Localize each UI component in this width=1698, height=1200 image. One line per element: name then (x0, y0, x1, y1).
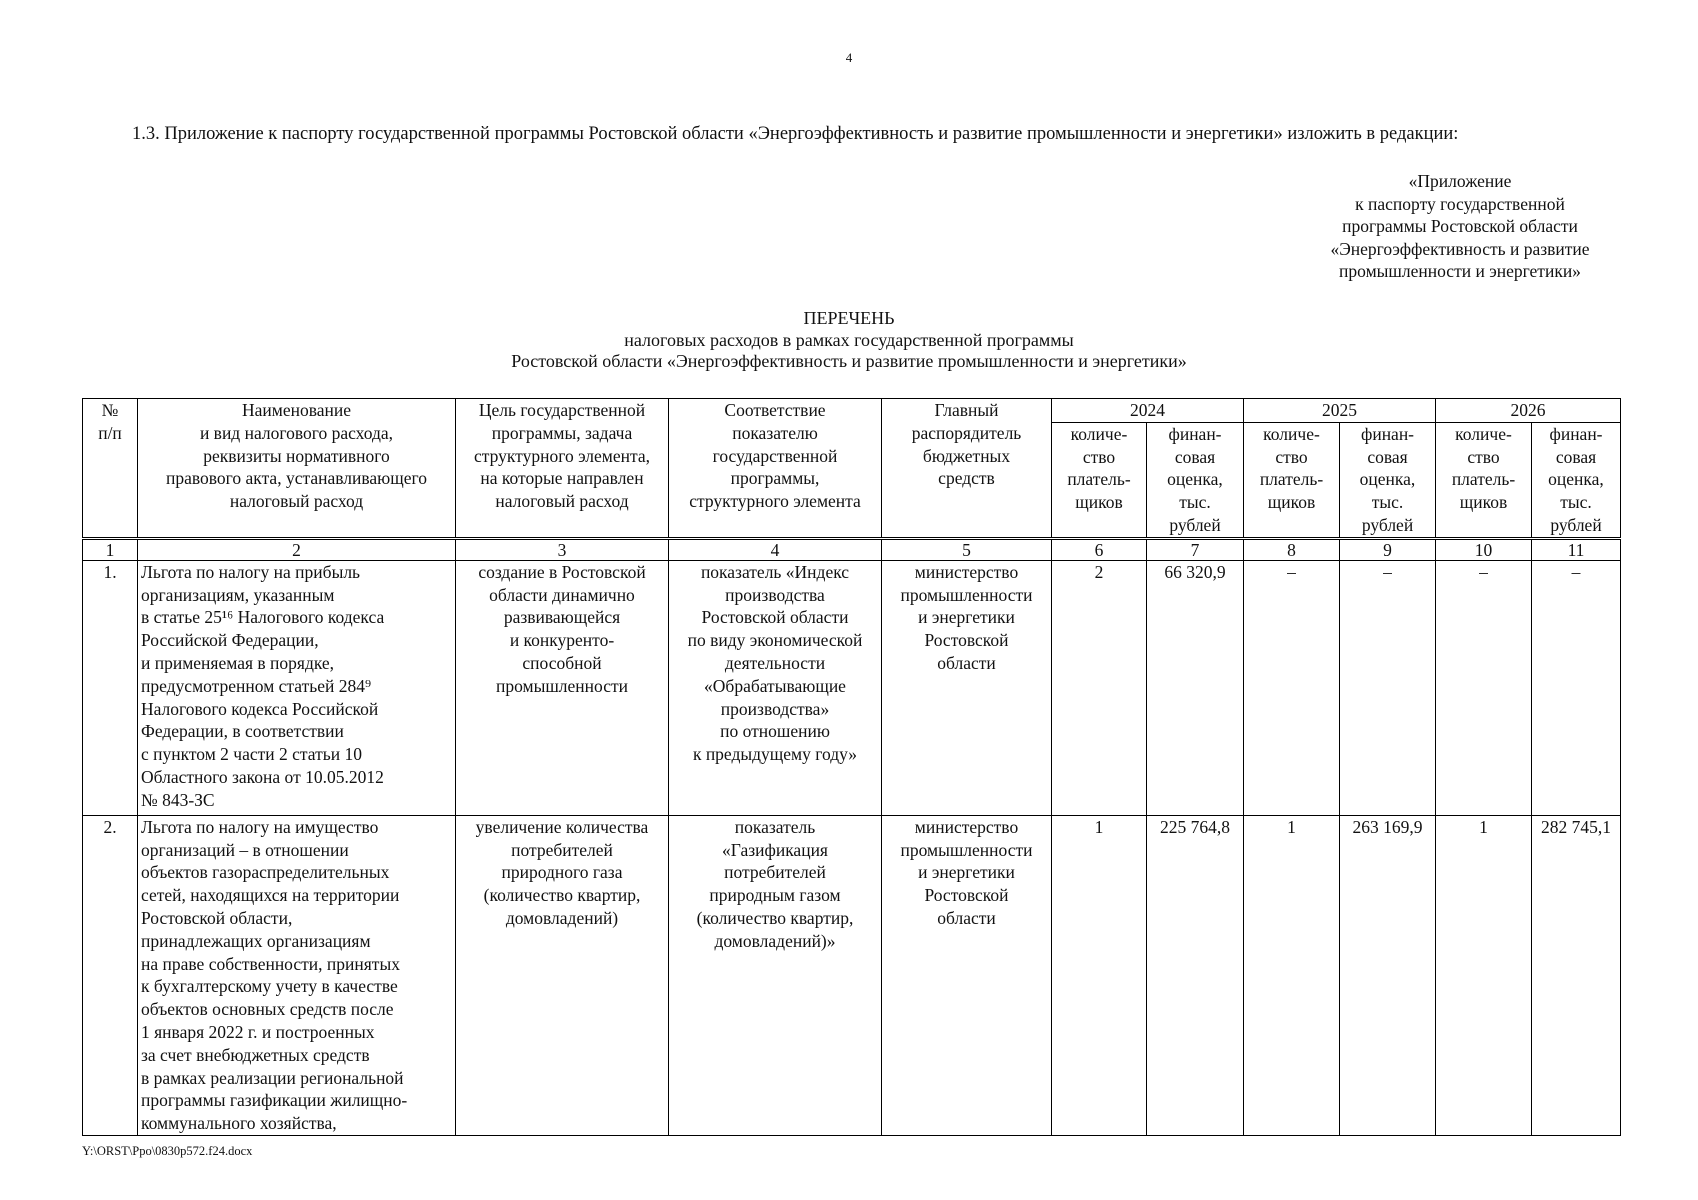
header-finance-2024: финан- совая оценка, тыс. рублей (1147, 422, 1244, 538)
column-number-row (83, 538, 1621, 560)
column-number: 11 (1532, 538, 1621, 560)
column-number: 5 (882, 538, 1052, 560)
intro-paragraph: 1.3. Приложение к паспорту государственной программы Ростовской области «Энергоэффективность и развитие промышленности и энергетики» изложить в редакции: (132, 124, 1459, 144)
row-finance-2025: 263 169,9 (1340, 815, 1436, 1135)
row-count-2026: – (1436, 560, 1532, 815)
row-finance-2026: 282 745,1 (1532, 815, 1621, 1135)
row-manager: министерство промышленности и энергетики Ростовской области (882, 560, 1052, 815)
column-number: 3 (456, 538, 669, 560)
row-finance-2024: 66 320,9 (1147, 560, 1244, 815)
header-manager: Главный распорядитель бюджетных средств (882, 399, 1052, 539)
page-number: 4 (845, 50, 853, 65)
document-file-path: Y:\ORST\Ppo\0830p572.f24.docx (82, 1144, 253, 1158)
tax-expenditures-table (82, 398, 1621, 1136)
row-finance-2025: – (1340, 560, 1436, 815)
column-number: 9 (1340, 538, 1436, 560)
table-row (83, 560, 1621, 815)
row-num: 2. (83, 815, 138, 1135)
appendix-note: «Приложение к паспорту государственной программы Ростовской области «Энергоэффективность и развитие промышленности и энергетики» (1330, 171, 1590, 281)
row-goal: создание в Ростовской области динамично развивающейся и конкуренто- способной промышленности (456, 560, 669, 815)
header-year-2025: 2025 (1244, 399, 1436, 423)
header-compliance: Соответствие показателю государственной программы, структурного элемента (669, 399, 882, 539)
row-finance-2026: – (1532, 560, 1621, 815)
header-count-2024: количе- ство платель- щиков (1052, 422, 1147, 538)
row-count-2024: 1 (1052, 815, 1147, 1135)
row-count-2026: 1 (1436, 815, 1532, 1135)
table-row (83, 815, 1621, 1135)
header-year-2024: 2024 (1052, 399, 1244, 423)
header-name: Наименование и вид налогового расхода, реквизиты нормативного правового акта, устанавливающего налоговый расход (138, 399, 456, 539)
header-finance-2026: финан- совая оценка, тыс. рублей (1532, 422, 1621, 538)
row-finance-2024: 225 764,8 (1147, 815, 1244, 1135)
column-number: 1 (83, 538, 138, 560)
column-number: 4 (669, 538, 882, 560)
list-subtitle-line-1: налоговых расходов в рамках государственной программы (624, 329, 1074, 350)
column-number: 6 (1052, 538, 1147, 560)
header-year-2026: 2026 (1436, 399, 1621, 423)
header-finance-2025: финан- совая оценка, тыс. рублей (1340, 422, 1436, 538)
row-name: Льгота по налогу на имущество организаций – в отношении объектов газораспределительных сетей, находящихся на территории Ростовской области, принадлежащих организациям на праве собственности, принятых к бухгалтерскому учету в качестве объектов основных средств после 1 января 2022 г. и построенных за счет внебюджетных средств в рамках реализации региональной программы газификации жилищно- коммунального хозяйства, (138, 815, 456, 1135)
list-heading (0, 308, 1698, 373)
row-count-2025: 1 (1244, 815, 1340, 1135)
row-goal: увеличение количества потребителей природного газа (количество квартир, домовладений) (456, 815, 669, 1135)
column-number: 8 (1244, 538, 1340, 560)
header-count-2026: количе- ство платель- щиков (1436, 422, 1532, 538)
column-number: 7 (1147, 538, 1244, 560)
list-title: ПЕРЕЧЕНЬ (803, 308, 895, 328)
row-compliance: показатель «Индекс производства Ростовской области по виду экономической деятельности «Обрабатывающие производства» по отношению к предыдущему году» (669, 560, 882, 815)
row-manager: министерство промышленности и энергетики Ростовской области (882, 815, 1052, 1135)
header-count-2025: количе- ство платель- щиков (1244, 422, 1340, 538)
column-number: 10 (1436, 538, 1532, 560)
header-goal: Цель государственной программы, задача структурного элемента, на которые направлен налоговый расход (456, 399, 669, 539)
column-number: 2 (138, 538, 456, 560)
row-count-2024: 2 (1052, 560, 1147, 815)
header-num: № п/п (83, 399, 138, 539)
row-name: Льгота по налогу на прибыль организациям, указанным в статье 25¹⁶ Налогового кодекса Российской Федерации, и применяемая в порядке, предусмотренном статьей 284⁹ Налогового кодекса Российской Федерации, в соответствии с пунктом 2 части 2 статьи 10 Областного закона от 10.05.2012 № 843-ЗС (138, 560, 456, 815)
row-count-2025: – (1244, 560, 1340, 815)
row-num: 1. (83, 560, 138, 815)
row-compliance: показатель «Газификация потребителей природным газом (количество квартир, домовладений)» (669, 815, 882, 1135)
list-subtitle-line-2: Ростовской области «Энергоэффективность и развитие промышленности и энергетики» (511, 351, 1187, 371)
